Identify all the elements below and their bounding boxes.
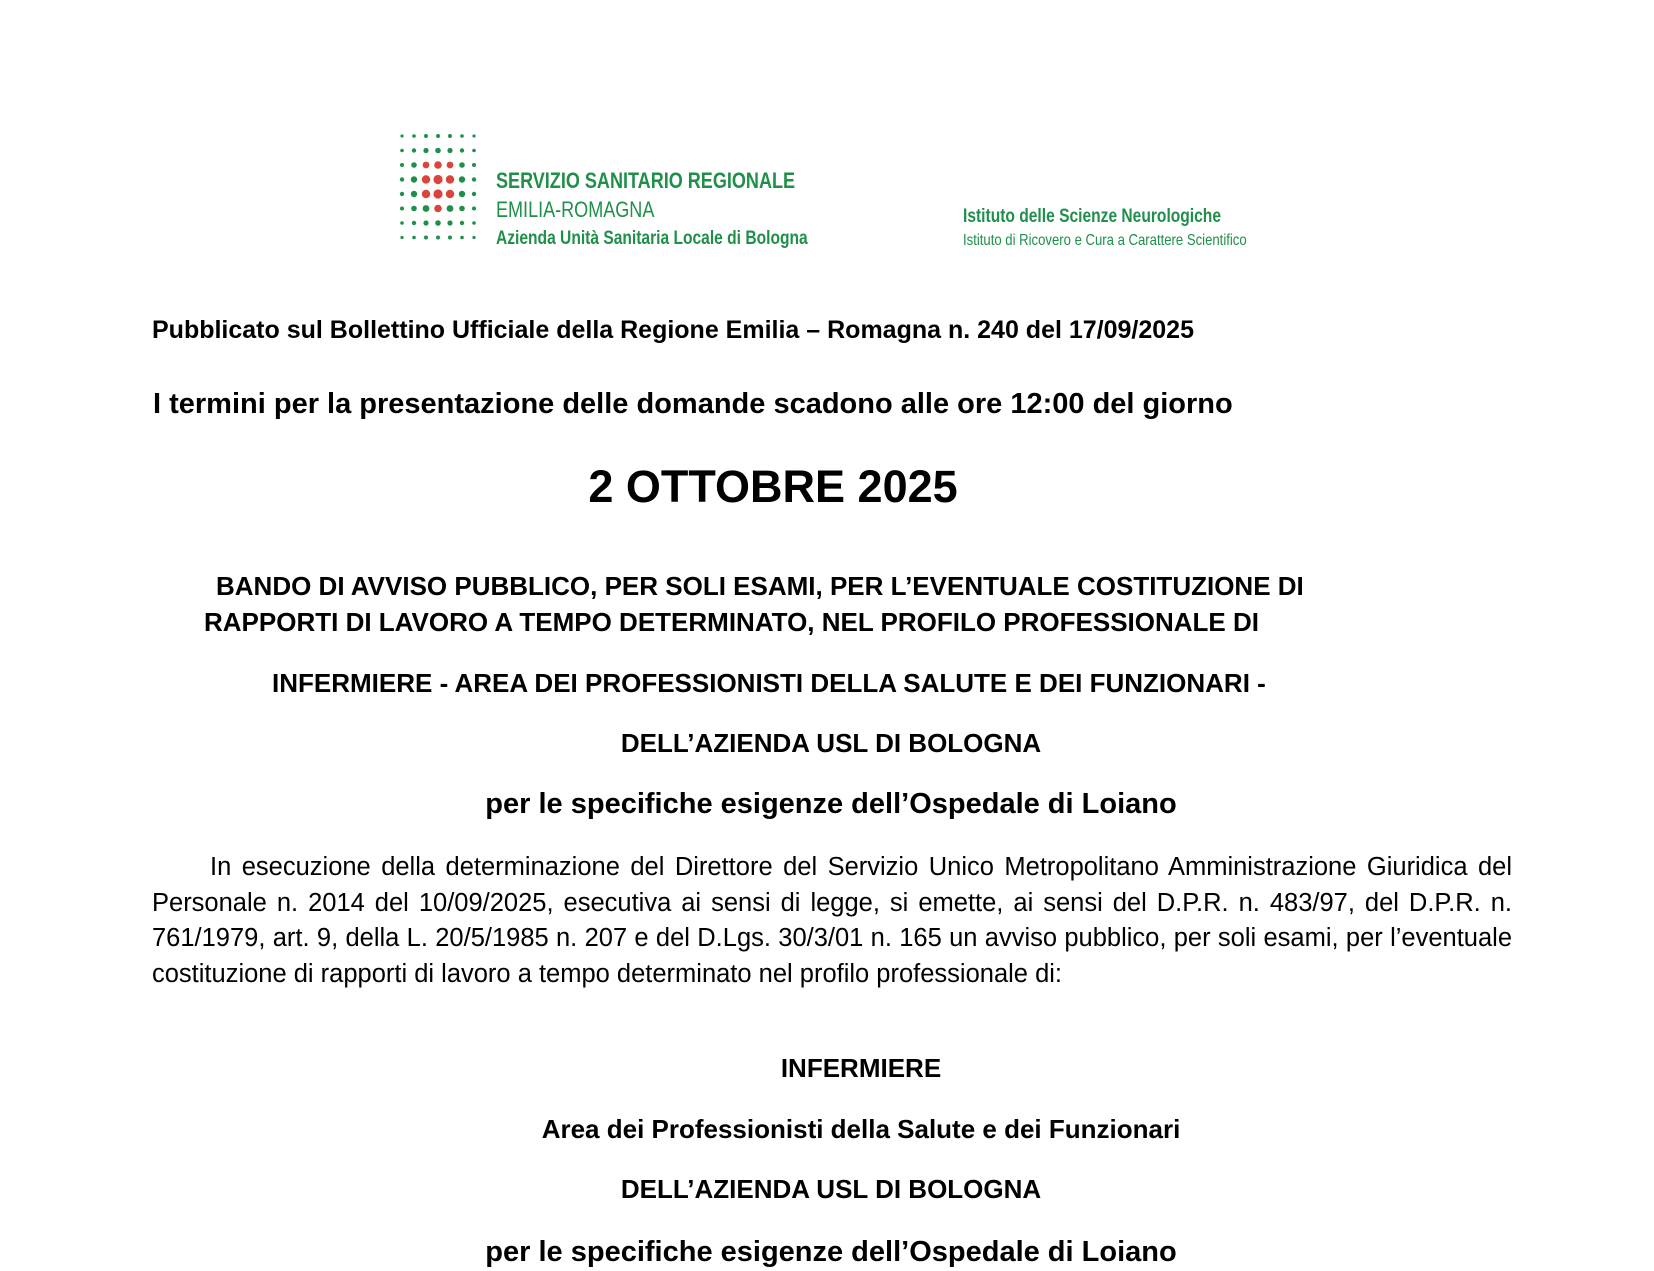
publication-notice: Pubblicato sul Bollettino Ufficiale della Regione Emilia – Romagna n. 240 del 17/09/2025 <box>152 316 1194 344</box>
logo-dot <box>459 206 465 212</box>
logo-dot <box>411 206 417 212</box>
logo-dot <box>400 236 403 239</box>
logo-dot <box>400 192 404 196</box>
esigenze-heading: per le specifiche esigenze dell’Ospedale di Loiano <box>485 788 1177 820</box>
logo-dot <box>435 148 441 154</box>
logo-dot <box>447 205 454 212</box>
ssr-logo-dots-icon <box>396 130 480 246</box>
logo-dot <box>400 149 404 153</box>
logo-dot <box>472 236 475 239</box>
deadline-intro: I termini per la presentazione delle domande scadono alle ore 12:00 del giorno <box>153 388 1233 420</box>
logo-line-1: SERVIZIO SANITARIO REGIONALE <box>496 168 796 193</box>
logo-dot <box>447 148 452 153</box>
logo-dot <box>446 175 454 183</box>
logo-dot <box>422 190 430 198</box>
logo-dot <box>472 207 476 211</box>
logo-dot <box>400 177 404 181</box>
logo-dot <box>423 148 428 153</box>
logo-dot <box>400 207 404 211</box>
logo-dot <box>446 190 454 198</box>
logo-dot <box>412 236 416 240</box>
logo-dot <box>472 192 476 196</box>
logo-dot <box>423 220 428 225</box>
institute-logo-text <box>963 205 1247 253</box>
logo-dot <box>460 236 464 240</box>
profile-title: INFERMIERE <box>780 1053 942 1083</box>
azienda-heading-2: DELL’AZIENDA USL DI BOLOGNA <box>620 1174 1042 1204</box>
logo-dot <box>459 191 465 197</box>
logo-dot <box>447 220 452 225</box>
institute-line-1: Istituto delle Scienze Neurologiche <box>963 206 1221 227</box>
profile-heading: INFERMIERE - AREA DEI PROFESSIONISTI DELLA SALUTE E DEI FUNZIONARI - <box>272 668 1266 698</box>
logo-dot <box>472 221 476 225</box>
body-paragraph: In esecuzione della determinazione del Direttore del Servizio Unico Metropolitano Amministrazione Giuridica del Personale n. 2014 del 10/09/2025, esecutiva ai sensi di legge, si emette, ai sensi del D.P.R. n. 483/97, del D.P.R. n. 761/1979, art. 9, della L. 20/5/1985 n. 207 e del D.Lgs. 30/3/01 n. 165 un avviso pubblico, per soli esami, per l’eventuale costituzione di rapporti di lavoro a tempo determinato nel profilo professionale di: <box>152 853 1512 988</box>
logo-dot <box>423 205 430 212</box>
logo-dot <box>422 175 430 183</box>
logo-dot <box>459 176 465 182</box>
logo-dot <box>460 134 464 138</box>
logo-dot <box>433 189 442 198</box>
esigenze-heading-2: per le specifiche esigenze dell’Ospedale di Loiano <box>485 1236 1177 1268</box>
logo-dot <box>424 134 428 138</box>
logo-dot <box>459 162 465 168</box>
logo-dot <box>434 161 442 169</box>
logo-dot <box>412 221 416 225</box>
logo-dot <box>433 175 442 184</box>
bando-title-line-1: BANDO DI AVVISO PUBBLICO, PER SOLI ESAMI, PER L’EVENTUALE COSTITUZIONE DI <box>216 571 1304 601</box>
profile-area: Area dei Professionisti della Salute e dei Funzionari <box>541 1114 1181 1144</box>
institute-line-2: Istituto di Ricovero e Cura a Carattere Scientifico <box>963 232 1247 249</box>
logo-dot <box>434 205 442 213</box>
logo-dot <box>400 221 404 225</box>
logo-dot <box>435 220 441 226</box>
azienda-heading: DELL’AZIENDA USL DI BOLOGNA <box>620 728 1042 758</box>
logo-dot <box>412 148 416 152</box>
logo-dot <box>400 163 404 167</box>
logo-dot <box>472 177 476 181</box>
logo-dot <box>460 221 464 225</box>
logo-dot <box>411 176 417 182</box>
logo-dot <box>472 149 476 153</box>
logo-line-2: EMILIA-ROMAGNA <box>496 197 655 222</box>
logo-dot <box>472 134 475 137</box>
logo-dot <box>436 236 440 240</box>
logo-dot <box>423 162 430 169</box>
logo-dot <box>448 236 452 240</box>
logo-dot <box>411 191 417 197</box>
logo-dot <box>460 148 464 152</box>
logo-dot <box>448 134 452 138</box>
logo-dot <box>411 162 417 168</box>
deadline-date: 2 OTTOBRE 2025 <box>588 461 958 512</box>
bando-title-line-2: RAPPORTI DI LAVORO A TEMPO DETERMINATO, NEL PROFILO PROFESSIONALE DI <box>204 607 1259 637</box>
logo-line-3: Azienda Unità Sanitaria Locale di Bologna <box>496 228 808 249</box>
ssr-logo-text <box>496 166 808 253</box>
logo-dot <box>436 134 440 138</box>
logo-dot <box>472 163 476 167</box>
logo-dot <box>400 134 403 137</box>
logo-dot <box>424 236 428 240</box>
logo-dot <box>412 134 416 138</box>
logo-dot <box>447 162 454 169</box>
